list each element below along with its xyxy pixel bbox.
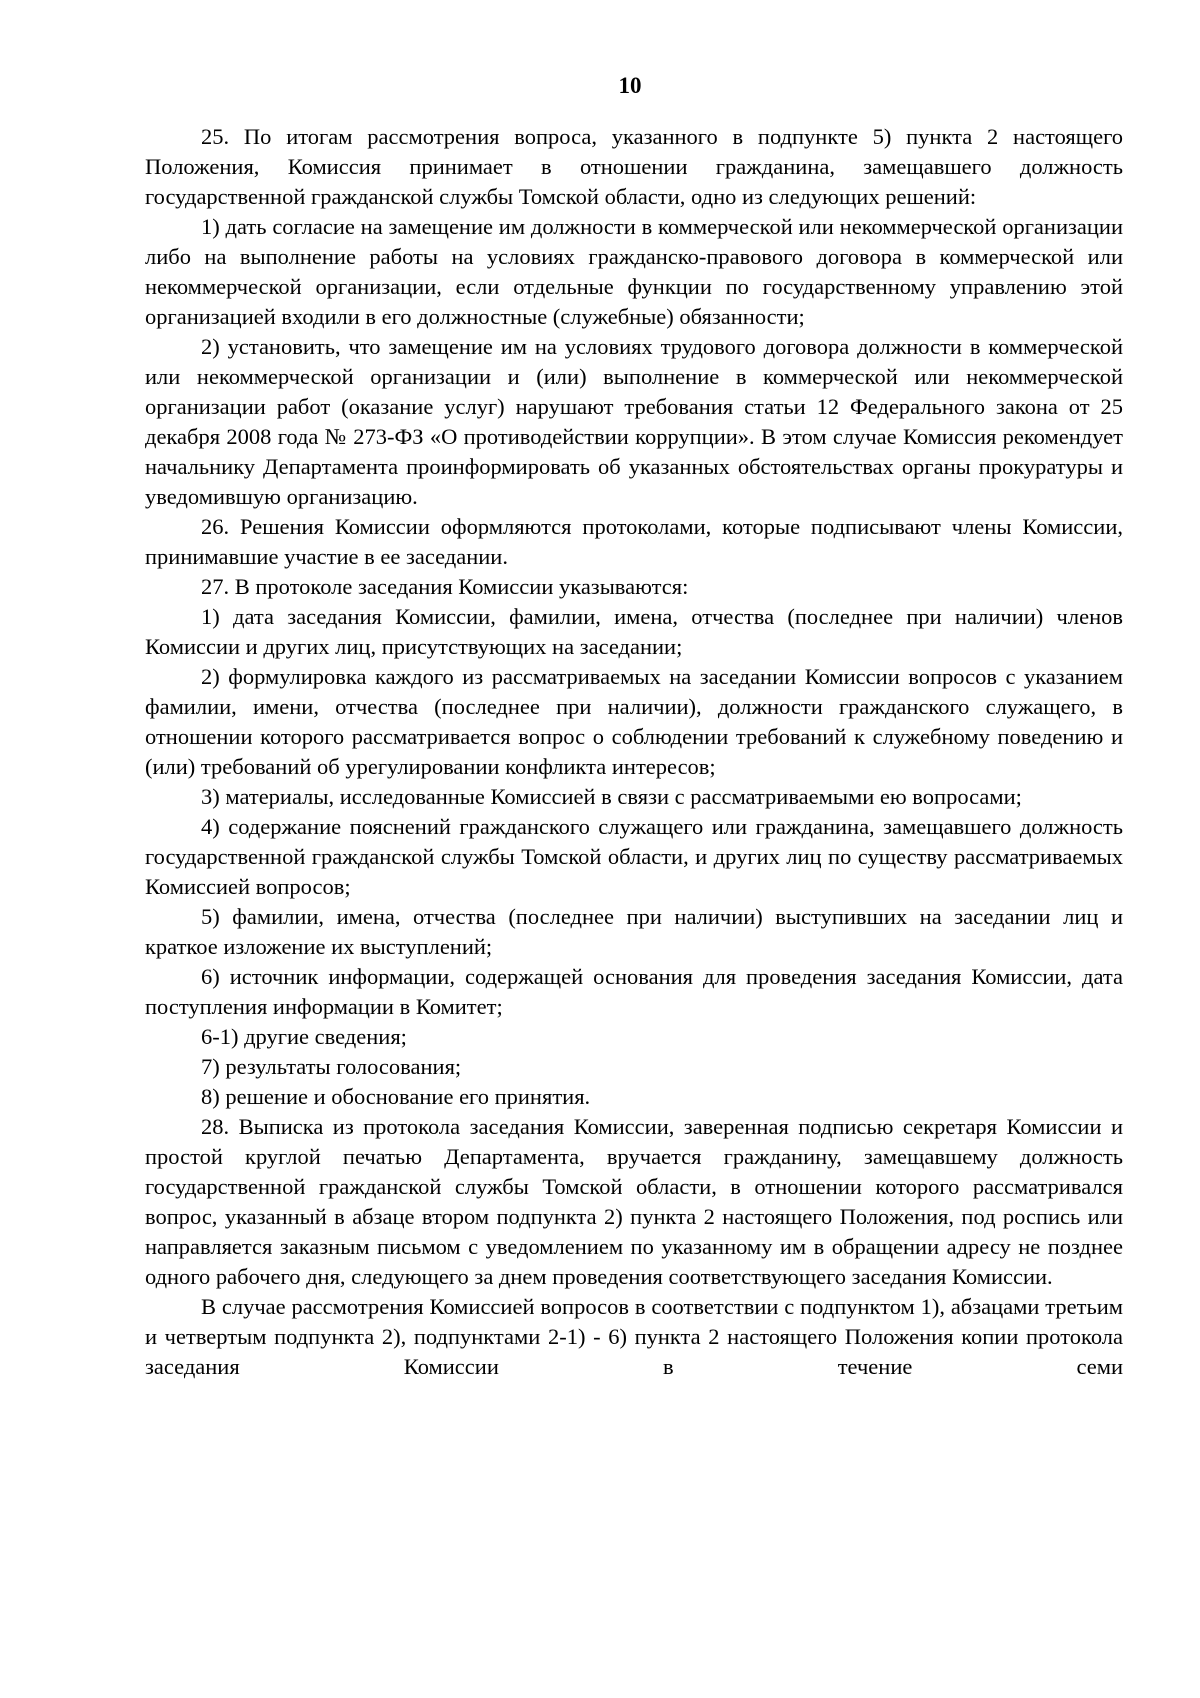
paragraph-27-item-6: 6) источник информации, содержащей основания для проведения заседания Комиссии, дата поступления информации в Комитет; <box>145 964 1123 1019</box>
paragraph-26: 26. Решения Комиссии оформляются протоколами, которые подписывают члены Комиссии, принимавшие участие в ее заседании. <box>145 514 1123 569</box>
paragraph-27-item-2: 2) формулировка каждого из рассматриваемых на заседании Комиссии вопросов с указанием фамилии, имени, отчества (последнее при наличии), должности гражданского служащего, в отношении которого рассматривается вопрос о соблюдении требований к служебному поведению и (или) требований об урегулировании конфликта интересов; <box>145 664 1123 779</box>
paragraph-27-item-1: 1) дата заседания Комиссии, фамилии, имена, отчества (последнее при наличии) членов Комиссии и других лиц, присутствующих на заседании; <box>145 604 1123 659</box>
paragraph-25-item-2: 2) установить, что замещение им на условиях трудового договора должности в коммерческой или некоммерческой организации и (или) выполнение в коммерческой или некоммерческой организации работ (оказание услуг) нарушают требования статьи 12 Федерального закона от 25 декабря 2008 года № 273-ФЗ «О противодействии коррупции». В этом случае Комиссия рекомендует начальнику Департамента проинформировать об указанных обстоятельствах органы прокуратуры и уведомившую организацию. <box>145 334 1123 509</box>
paragraph-28-continuation: В случае рассмотрения Комиссией вопросов в соответствии с подпунктом 1), абзацами третьим и четвертым подпункта 2), подпунктами 2-1) - 6) пункта 2 настоящего Положения копии протокола заседания Комиссии в течение семи <box>145 1294 1123 1379</box>
paragraph-25-item-1: 1) дать согласие на замещение им должности в коммерческой или некоммерческой организации либо на выполнение работы на условиях гражданско-правового договора в коммерческой или некоммерческой организации, если отдельные функции по государственному управлению этой организацией входили в его должностные (служебные) обязанности; <box>145 214 1123 329</box>
paragraph-28: 28. Выписка из протокола заседания Комиссии, заверенная подписью секретаря Комиссии и простой круглой печатью Департамента, вручается гражданину, замещавшему должность государственной гражданской службы Томской области, в отношении которого рассматривался вопрос, указанный в абзаце втором подпункта 2) пункта 2 настоящего Положения, под роспись или направляется заказным письмом с уведомлением по указанному им в обращении адресу не позднее одного рабочего дня, следующего за днем проведения соответствующего заседания Комиссии. <box>145 1114 1123 1289</box>
page-number: 10 <box>618 73 642 98</box>
paragraph-27-item-3: 3) материалы, исследованные Комиссией в связи с рассматриваемыми ею вопросами; <box>201 784 1022 809</box>
paragraph-25: 25. По итогам рассмотрения вопроса, указанного в подпункте 5) пункта 2 настоящего Положения, Комиссия принимает в отношении гражданина, замещавшего должность государственной гражданской службы Томской области, одно из следующих решений: <box>145 124 1123 209</box>
document-body <box>145 122 1123 1382</box>
paragraph-27-item-5: 5) фамилии, имена, отчества (последнее при наличии) выступивших на заседании лиц и краткое изложение их выступлений; <box>145 904 1123 959</box>
paragraph-27: 27. В протоколе заседания Комиссии указываются: <box>201 574 689 599</box>
paragraph-27-item-6-1: 6-1) другие сведения; <box>201 1024 407 1049</box>
paragraph-27-item-8: 8) решение и обоснование его принятия. <box>201 1084 591 1109</box>
paragraph-27-item-4: 4) содержание пояснений гражданского служащего или гражданина, замещавшего должность государственной гражданской службы Томской области, и других лиц по существу рассматриваемых Комиссией вопросов; <box>145 814 1123 899</box>
paragraph-27-item-7: 7) результаты голосования; <box>201 1054 462 1079</box>
